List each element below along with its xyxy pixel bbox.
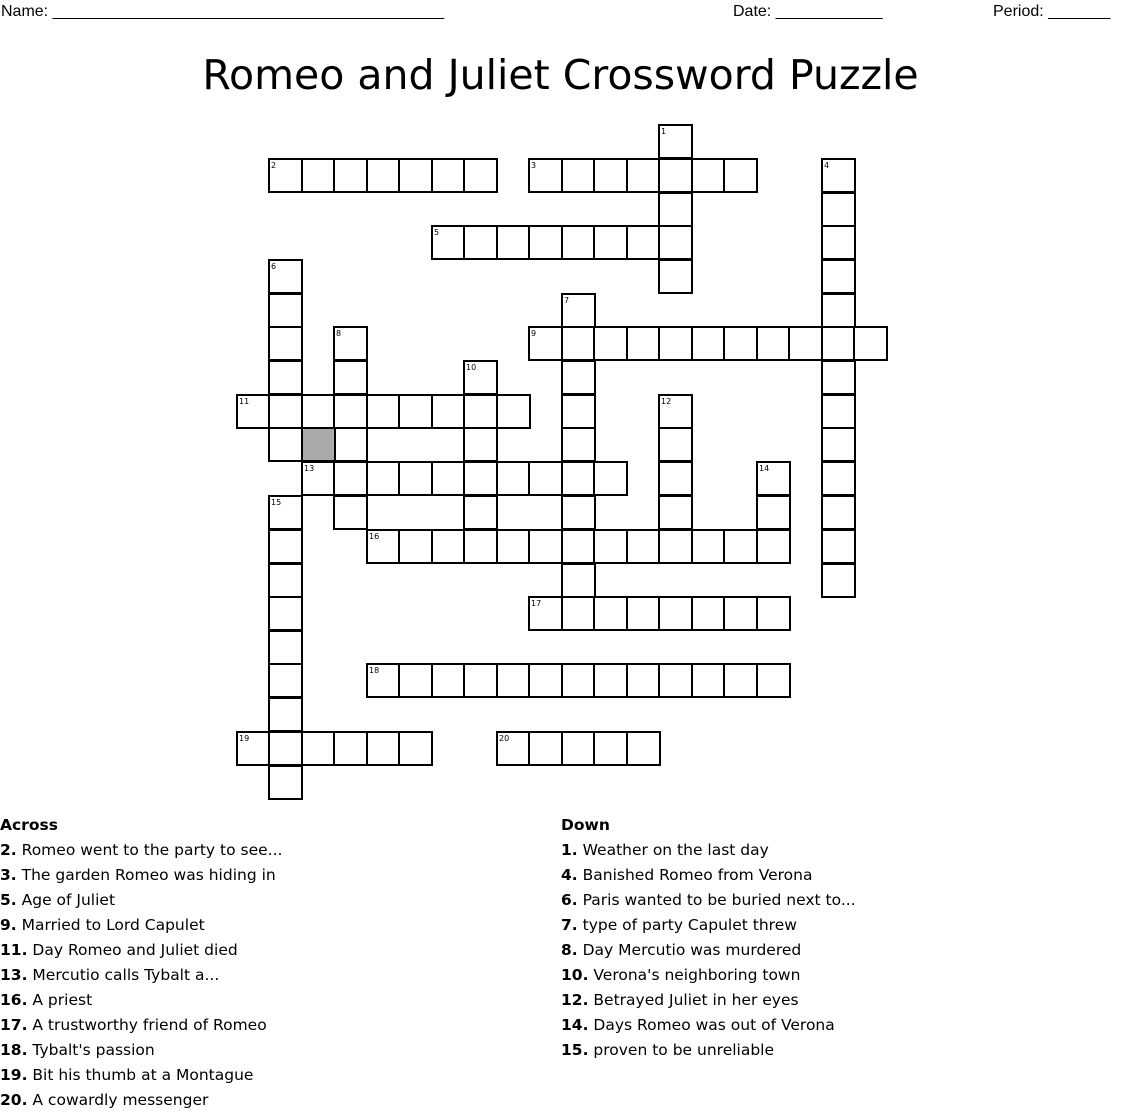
clue-number-label: 5: [434, 228, 440, 237]
name-field-label: Name: ____________________________________________: [1, 3, 445, 20]
grid-cell[interactable]: [529, 226, 562, 259]
down-clue: [561, 863, 856, 888]
grid-cell[interactable]: [659, 193, 692, 226]
grid-cell[interactable]: [269, 564, 302, 597]
clue-text: Weather on the last day: [582, 841, 769, 859]
grid-cell[interactable]: [659, 496, 692, 529]
grid-cell[interactable]: [302, 395, 335, 428]
clue-text: A trustworthy friend of Romeo: [32, 1016, 267, 1034]
grid-cell[interactable]: [529, 732, 562, 765]
clue-text: Day Mercutio was murdered: [582, 941, 802, 959]
grid-cell[interactable]: [562, 732, 595, 765]
grid-cell[interactable]: [659, 428, 692, 461]
grid-cell[interactable]: [334, 496, 367, 529]
grid-cell[interactable]: [399, 159, 432, 192]
grid-cell[interactable]: [594, 530, 627, 563]
grid-cell[interactable]: [269, 361, 302, 394]
down-heading: Down: [561, 816, 610, 834]
grid-cell[interactable]: [627, 327, 660, 360]
clue-number-label: 15: [271, 498, 282, 507]
grid-cell[interactable]: [757, 530, 790, 563]
across-clue: [0, 1038, 282, 1063]
clue-number: 4.: [561, 866, 578, 884]
grid-cell[interactable]: [464, 395, 497, 428]
grid-cell[interactable]: [497, 462, 530, 495]
grid-cell[interactable]: [302, 159, 335, 192]
down-clue: [561, 838, 856, 863]
grid-cell[interactable]: [334, 732, 367, 765]
grid-cell[interactable]: [627, 530, 660, 563]
grid-cell[interactable]: [822, 361, 855, 394]
grid-cell[interactable]: [269, 597, 302, 630]
clue-number-label: 10: [466, 363, 477, 372]
grid-cell[interactable]: [724, 159, 757, 192]
grid-cell[interactable]: [432, 462, 465, 495]
grid-cell[interactable]: [529, 664, 562, 697]
clue-number-label: 11: [239, 397, 250, 406]
grid-cell[interactable]: [627, 159, 660, 192]
date-field-label: Date: ____________: [733, 3, 883, 20]
clue-number-label: 7: [564, 296, 570, 305]
grid-cell[interactable]: [822, 226, 855, 259]
grid-cell[interactable]: [497, 664, 530, 697]
grid-cell[interactable]: [822, 193, 855, 226]
grid-cell[interactable]: [659, 530, 692, 563]
clue-number: 8.: [561, 941, 578, 959]
grid-cell[interactable]: [399, 732, 432, 765]
grid-cell[interactable]: [562, 564, 595, 597]
down-clue: [561, 888, 856, 913]
grid-cell[interactable]: [302, 732, 335, 765]
grid-cell[interactable]: [627, 226, 660, 259]
clue-text: The garden Romeo was hiding in: [21, 866, 276, 884]
grid-cell[interactable]: [432, 159, 465, 192]
clue-text: Romeo went to the party to see...: [21, 841, 283, 859]
grid-cell[interactable]: [562, 327, 595, 360]
grid-cell[interactable]: [399, 530, 432, 563]
clue-text: Paris wanted to be buried next to...: [582, 891, 856, 909]
period-field-label: Period: _______: [993, 3, 1111, 20]
grid-cell[interactable]: [724, 530, 757, 563]
across-clue: [0, 1013, 282, 1038]
grid-cell[interactable]: [594, 159, 627, 192]
clue-number: 9.: [0, 916, 17, 934]
grid-cell[interactable]: [757, 664, 790, 697]
grid-cell[interactable]: [367, 732, 400, 765]
grid-cell[interactable]: [789, 327, 822, 360]
grid-cell[interactable]: [659, 462, 692, 495]
grid-cell[interactable]: [562, 226, 595, 259]
grid-cell[interactable]: [659, 664, 692, 697]
grid-cell[interactable]: [562, 462, 595, 495]
grid-cell[interactable]: [562, 159, 595, 192]
grid-cell[interactable]: [562, 361, 595, 394]
grid-cell[interactable]: [367, 395, 400, 428]
clue-number-label: 18: [369, 666, 380, 675]
down-clue: [561, 938, 856, 963]
grid-cell[interactable]: [399, 395, 432, 428]
clue-number: 13.: [0, 966, 28, 984]
clue-number: 15.: [561, 1041, 589, 1059]
grid-cell[interactable]: [594, 732, 627, 765]
clue-number: 16.: [0, 991, 28, 1009]
grid-cell[interactable]: [432, 664, 465, 697]
grid-cell[interactable]: [659, 159, 692, 192]
grid-cell[interactable]: [464, 226, 497, 259]
grid-cell[interactable]: [822, 395, 855, 428]
clue-number: 3.: [0, 866, 17, 884]
clue-number-label: 3: [531, 161, 537, 170]
down-clue: [561, 913, 856, 938]
grid-cell[interactable]: [822, 496, 855, 529]
grid-cell[interactable]: [269, 698, 302, 731]
across-clue: [0, 1063, 282, 1088]
across-clue: [0, 963, 282, 988]
clue-number: 18.: [0, 1041, 28, 1059]
grid-cell[interactable]: [692, 530, 725, 563]
grid-cell[interactable]: [464, 159, 497, 192]
clue-text: Banished Romeo from Verona: [582, 866, 813, 884]
grid-cell[interactable]: [594, 327, 627, 360]
grid-cell[interactable]: [822, 428, 855, 461]
grid-cell[interactable]: [594, 597, 627, 630]
clue-number-label: 20: [499, 734, 510, 743]
grid-cell[interactable]: [562, 530, 595, 563]
grid-cell[interactable]: [269, 766, 302, 799]
clue-text: Verona's neighboring town: [593, 966, 801, 984]
grid-cell[interactable]: [659, 597, 692, 630]
grid-cell[interactable]: [497, 226, 530, 259]
grid-cell[interactable]: [269, 395, 302, 428]
grid-cell[interactable]: [627, 597, 660, 630]
clue-number: 7.: [561, 916, 578, 934]
grid-cell[interactable]: [562, 664, 595, 697]
grid-cell[interactable]: [757, 496, 790, 529]
clue-number-label: 2: [271, 161, 277, 170]
grid-cell[interactable]: [724, 664, 757, 697]
down-clue: [561, 1038, 856, 1063]
grid-cell[interactable]: [854, 327, 887, 360]
clue-text: Married to Lord Capulet: [21, 916, 205, 934]
clue-number: 5.: [0, 891, 17, 909]
grid-cell[interactable]: [269, 530, 302, 563]
clue-number: 17.: [0, 1016, 28, 1034]
grid-cell[interactable]: [464, 496, 497, 529]
clue-number-label: 16: [369, 532, 380, 541]
grid-cell[interactable]: [562, 428, 595, 461]
grid-cell[interactable]: [692, 327, 725, 360]
clue-number: 11.: [0, 941, 28, 959]
clue-number: 19.: [0, 1066, 28, 1084]
grid-cell[interactable]: [627, 732, 660, 765]
grid-cell[interactable]: [692, 597, 725, 630]
across-clue: [0, 913, 282, 938]
across-heading: Across: [0, 816, 58, 834]
clue-number: 10.: [561, 966, 589, 984]
grid-cell[interactable]: [432, 395, 465, 428]
grid-cell[interactable]: [367, 462, 400, 495]
grid-cell[interactable]: [822, 462, 855, 495]
grid-cell[interactable]: [822, 530, 855, 563]
grid-cell[interactable]: [269, 631, 302, 664]
down-clue: [561, 963, 856, 988]
grid-cell[interactable]: [822, 327, 855, 360]
clue-text: Bit his thumb at a Montague: [32, 1066, 254, 1084]
clue-number: 14.: [561, 1016, 589, 1034]
grid-cell[interactable]: [724, 327, 757, 360]
grid-cell[interactable]: [334, 462, 367, 495]
grid-cell[interactable]: [594, 226, 627, 259]
clue-number: 2.: [0, 841, 17, 859]
grid-cell[interactable]: [269, 294, 302, 327]
grid-cell[interactable]: [562, 496, 595, 529]
clue-number: 1.: [561, 841, 578, 859]
page-title: Romeo and Juliet Crossword Puzzle: [202, 51, 919, 99]
grid-cell[interactable]: [464, 462, 497, 495]
clue-text: Betrayed Juliet in her eyes: [593, 991, 799, 1009]
grid-cell[interactable]: [464, 664, 497, 697]
clue-text: Mercutio calls Tybalt a...: [32, 966, 220, 984]
across-clue: [0, 888, 282, 913]
clue-number-label: 9: [531, 329, 537, 338]
clue-number-label: 6: [271, 262, 277, 271]
clue-text: Day Romeo and Juliet died: [32, 941, 238, 959]
clue-number-label: 8: [336, 329, 342, 338]
grid-cell[interactable]: [594, 664, 627, 697]
down-clues: [561, 813, 856, 1063]
grid-cell[interactable]: [269, 732, 302, 765]
clue-number-label: 1: [661, 127, 667, 136]
grid-cell[interactable]: [529, 530, 562, 563]
grid-cell[interactable]: [367, 159, 400, 192]
grid-cell[interactable]: [659, 260, 692, 293]
clue-text: A cowardly messenger: [32, 1091, 209, 1109]
grid-cell[interactable]: [692, 664, 725, 697]
down-clue: [561, 1013, 856, 1038]
grid-cell[interactable]: [399, 462, 432, 495]
grid-cell[interactable]: [822, 294, 855, 327]
clue-number-label: 17: [531, 599, 542, 608]
grid-cell[interactable]: [464, 428, 497, 461]
grid-cell[interactable]: [692, 159, 725, 192]
grid-cell[interactable]: [627, 664, 660, 697]
grid-cell[interactable]: [334, 395, 367, 428]
clue-number-label: 12: [661, 397, 672, 406]
grid-cell[interactable]: [529, 462, 562, 495]
across-clue: [0, 988, 282, 1013]
grid-cell[interactable]: [497, 395, 530, 428]
grid-cell[interactable]: [399, 664, 432, 697]
grid-cell[interactable]: [659, 226, 692, 259]
grid-cell[interactable]: [269, 428, 302, 461]
across-clue: [0, 938, 282, 963]
clue-number: 20.: [0, 1091, 28, 1109]
grid-cell[interactable]: [757, 327, 790, 360]
clue-number-label: 19: [239, 734, 250, 743]
across-clue: [0, 863, 282, 888]
across-clue: [0, 838, 282, 863]
grid-cell[interactable]: [562, 597, 595, 630]
clue-number-label: 14: [759, 464, 770, 473]
grid-cell[interactable]: [334, 428, 367, 461]
clue-text: A priest: [32, 991, 93, 1009]
grid-cell[interactable]: [659, 327, 692, 360]
grid-cell[interactable]: [269, 664, 302, 697]
grid-cell[interactable]: [562, 395, 595, 428]
grid-cell[interactable]: [334, 361, 367, 394]
grid-cell[interactable]: [432, 530, 465, 563]
clue-text: type of party Capulet threw: [582, 916, 797, 934]
grid-cell[interactable]: [757, 597, 790, 630]
across-clues: [0, 813, 282, 1113]
clue-text: Days Romeo was out of Verona: [593, 1016, 835, 1034]
clue-number: 6.: [561, 891, 578, 909]
grid-cell[interactable]: [497, 530, 530, 563]
clue-text: Tybalt's passion: [32, 1041, 155, 1059]
grid-cell[interactable]: [269, 327, 302, 360]
clue-text: proven to be unreliable: [593, 1041, 775, 1059]
shaded-cell: [302, 428, 335, 461]
clue-text: Age of Juliet: [21, 891, 116, 909]
grid-cell[interactable]: [464, 530, 497, 563]
grid-cell[interactable]: [334, 159, 367, 192]
grid-cell[interactable]: [822, 564, 855, 597]
across-clue: [0, 1088, 282, 1113]
grid-cell[interactable]: [594, 462, 627, 495]
clue-number: 12.: [561, 991, 589, 1009]
down-clue: [561, 988, 856, 1013]
clue-number-label: 4: [824, 161, 830, 170]
grid-cell[interactable]: [822, 260, 855, 293]
grid-cell[interactable]: [724, 597, 757, 630]
clue-number-label: 13: [304, 464, 315, 473]
